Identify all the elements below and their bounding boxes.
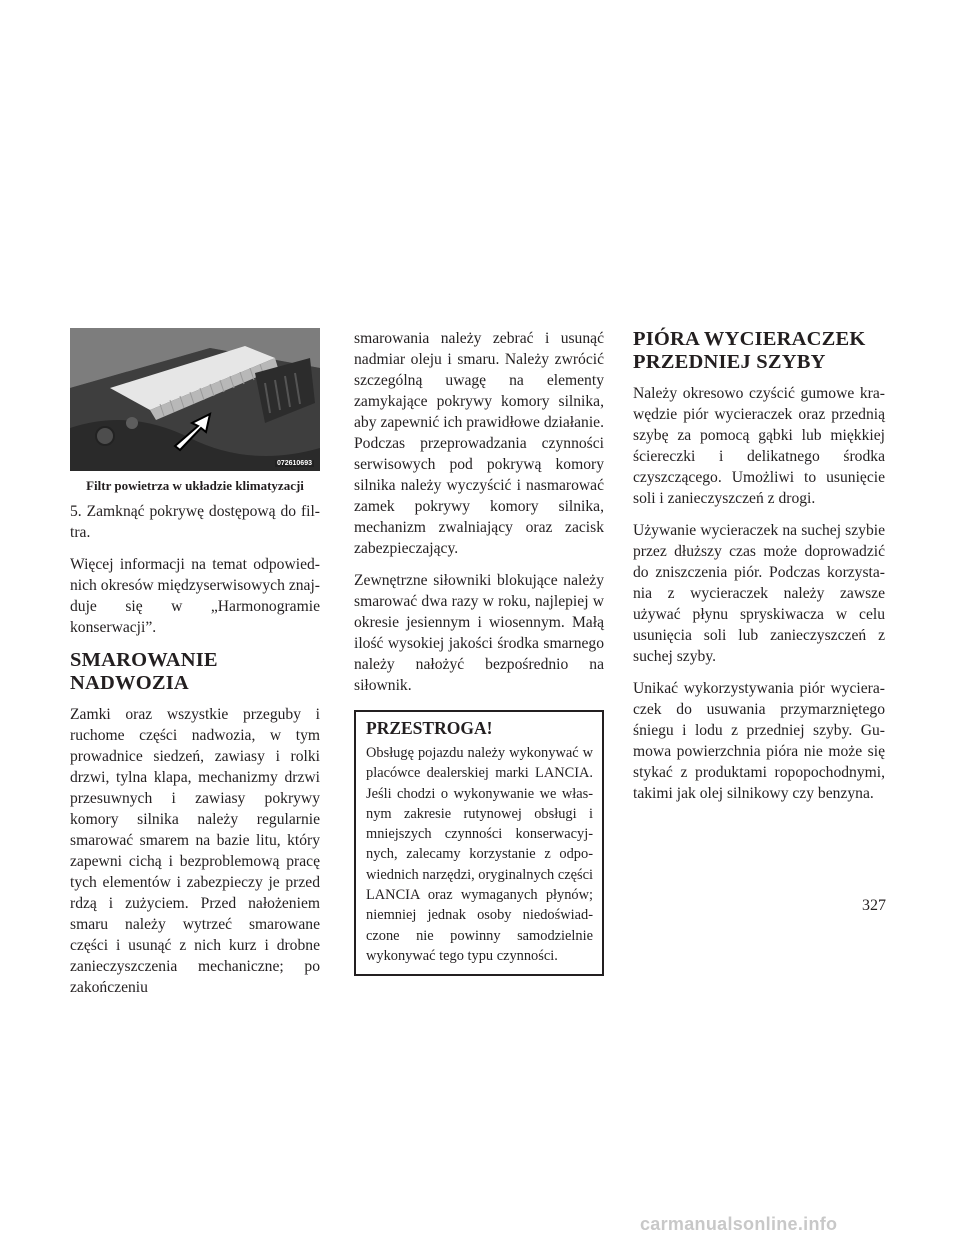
column-left — [70, 328, 320, 1009]
step-5: 5. Zamknąć pokrywę dostępową do filtra. — [70, 503, 320, 541]
heading-line: SMAROWANIE — [70, 649, 218, 671]
body-lubrication-text: Zamki oraz wszystkie przeguby i ruchome części nadwozia, w tym prowadnice siedzeń, zawiasy i rolki drzwi, tylna klapa, mechanizmy drzwi przesuwnych i zawiasy pokrywy komory silnika należy regularnie smarować smarem na bazie litu, który zapewni cichą i bezproblemową pracę tych elementów i zabezpieczy je przed rdzą i zużyciem. Przed nałożeniem smaru należy wytrzeć smarowane części i usunąć z nich kurz i drobne zanieczyszczenia mechaniczne; po zakończeniu — [70, 706, 320, 996]
section-heading-wiper-blades — [633, 328, 885, 374]
caution-box — [354, 710, 604, 976]
heading-line: PRZEDNIEJ SZYBY — [633, 351, 826, 373]
page-number: 327 — [862, 897, 886, 914]
wiper-ice-text: Unikać wykorzystywania piór wycieraczek do usuwania przymarzniętego śniegu i lodu z przedniej szyby. Gumowa powierzchnia pióra nie może się stykać z produktami ropopochodnymi, takimi jak olej silnikowy czy benzyna. — [633, 680, 885, 802]
column-right — [633, 328, 885, 815]
wiper-cleaning-text: Należy okresowo czyścić gumowe krawędzie piór wycieraczek oraz przednią szybę za pomocą gąbki lub miękkiej ściereczki i delikatnego środka czyszczącego. Umożliwi to usunięcie soli i zanieczyszczeń z drogi. — [633, 385, 885, 507]
watermark: carmanualsonline.info — [640, 1214, 838, 1234]
figure-code: 072610693 — [276, 460, 312, 467]
lock-actuators-text: Zewnętrzne siłowniki blokujące należy smarować dwa razy w roku, najlepiej w okresie jesiennym i wiosennym. Małą ilość wysokiej jakości środka smarnego należy nałożyć bezpośrednio na siłownik. — [354, 572, 604, 694]
air-filter-photo — [70, 328, 320, 471]
column-middle — [354, 328, 604, 976]
maintenance-info: Więcej informacji na temat odpowiednich okresów międzyserwisowych znajduje się w „Harmonogramie konserwacji”. — [70, 556, 320, 636]
wiper-dry-use-text: Używanie wycieraczek na suchej szybie przez dłuższy czas może doprowadzić do zniszczenia piór. Podczas korzystania z wycieraczek należy zawsze używać płynu spryskiwacza w celu usunięcia soli lub zanieczyszczeń z suchej szyby. — [633, 522, 885, 665]
lubrication-continued: smarowania należy zebrać i usunąć nadmiar oleju i smaru. Należy zwrócić szczególną uwagę na elementy zamykające pokrywy komory silnika, aby zapewnić ich prawidłowe działanie. Podczas przeprowadzania czynności serwisowych pod pokrywą komory silnika należy wyczyścić i nasmarować zamek pokrywy komory silnika, mechanizm zwalniający oraz zacisk zabezpieczający. — [354, 330, 604, 557]
caution-title: PRZESTROGA! — [366, 718, 493, 738]
heading-line: PIÓRA WYCIERACZEK — [633, 328, 866, 350]
caution-text: Obsługę pojazdu należy wykonywać w placówce dealerskiej marki LANCIA. Jeśli chodzi o wykonywanie we własnym zakresie rutynowej obsługi i mniejszych czynności konserwacyjnych, zalecamy korzystanie z odpowiednich narzędzi, oryginalnych części LANCIA oraz wymaganych płynów; niemniej jednak osoby niedoświadczone nie powinny samodzielnie wykonywać tego typu czynności. — [366, 745, 593, 964]
heading-line: NADWOZIA — [70, 672, 189, 694]
figure-caption: Filtr powietrza w układzie klimatyzacji — [86, 478, 304, 493]
air-filter-illustration — [70, 328, 320, 471]
section-heading-body-lubrication — [70, 649, 320, 695]
